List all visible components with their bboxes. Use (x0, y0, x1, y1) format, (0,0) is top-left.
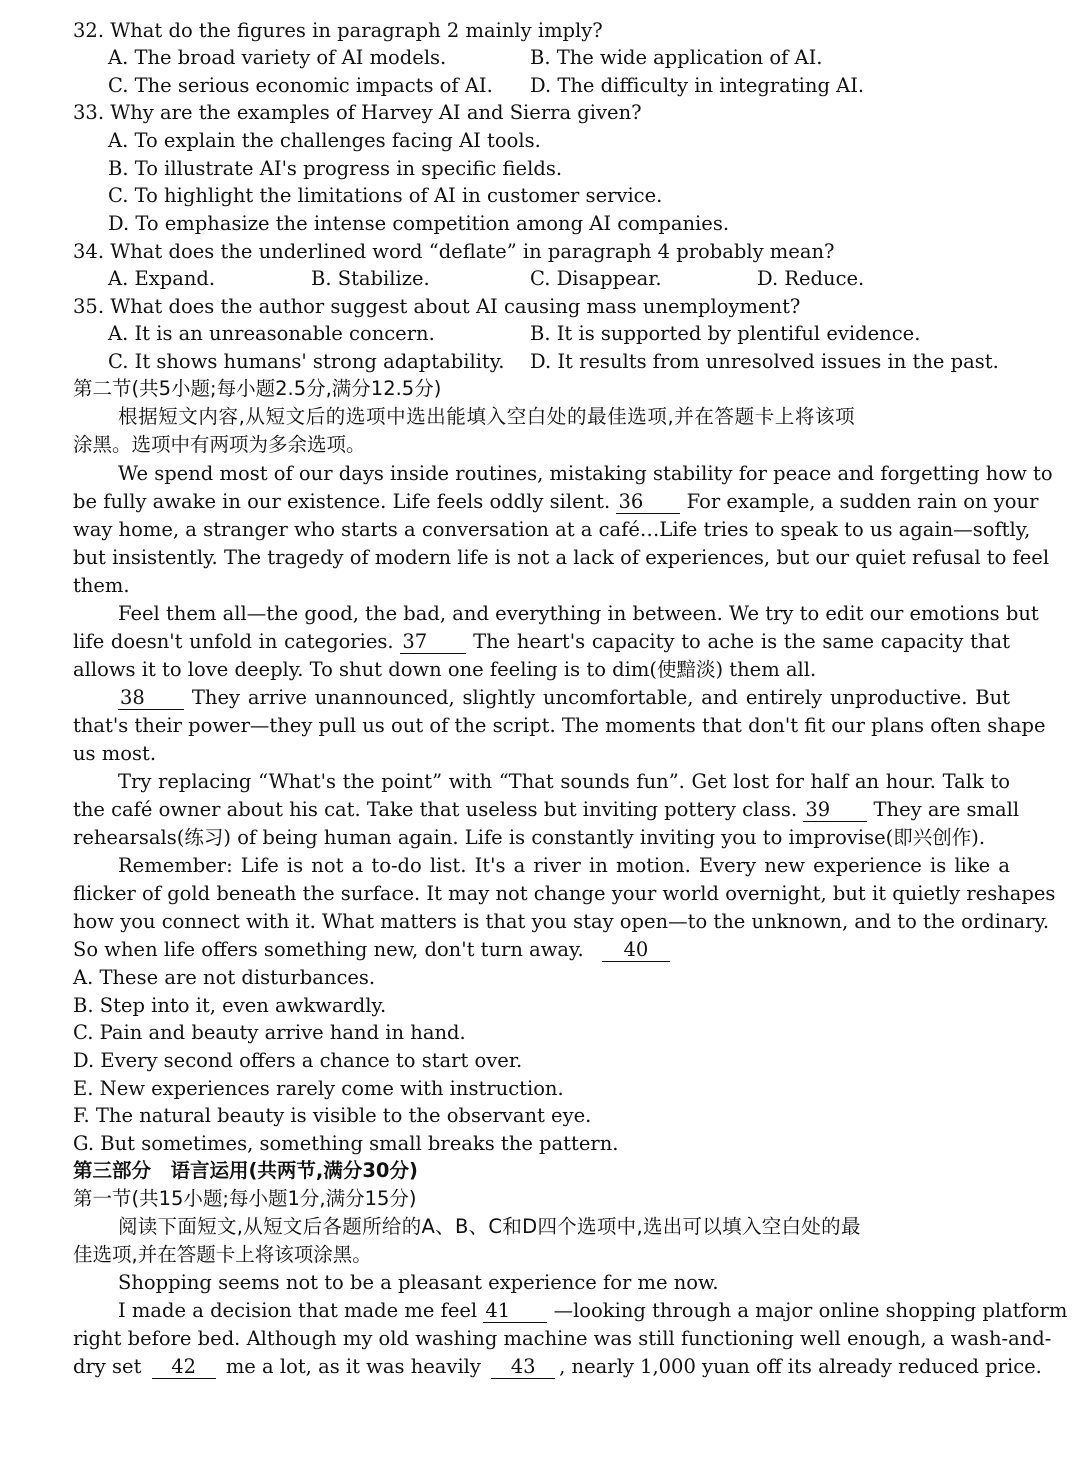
q35-option-b: B. It is supported by plentiful evidence. (530, 322, 921, 345)
q34-stem: 34. What does the underlined word “deflate” in paragraph 4 probably mean? (73, 240, 835, 263)
blank-39: 39 (803, 799, 867, 822)
passage-line: Feel them all—the good, the bad, and everything in between. We try to edit our emotions but (118, 602, 1039, 625)
q34-option-a: A. Expand. (108, 267, 216, 290)
passage-line: the café owner about his cat. Take that useless but inviting pottery class. 39 They are small (73, 798, 1020, 821)
q33-option-d: D. To emphasize the intense competition among AI companies. (108, 212, 730, 235)
passage-line: be fully awake in our existence. Life feels oddly silent. 36 For example, a sudden rain on your (73, 490, 1039, 513)
q32-option-a: A. The broad variety of AI models. (108, 46, 447, 69)
passage-line: life doesn't unfold in categories. 37 The heart's capacity to ache is the same capacity that (73, 630, 1011, 653)
blank-37: 37 (400, 631, 466, 654)
q34-option-d: D. Reduce. (757, 267, 865, 290)
part3-passage-line: Shopping seems not to be a pleasant experience for me now. (118, 1271, 719, 1294)
q35-stem: 35. What does the author suggest about AI causing mass unemployment? (73, 295, 801, 318)
option-item: F. The natural beauty is visible to the observant eye. (73, 1104, 592, 1127)
q34-option-b: B. Stabilize. (311, 267, 430, 290)
passage-line: how you connect with it. What matters is that you stay open—to the unknown, and to the ordinary. (73, 910, 1050, 933)
part3-instruction-line1: 阅读下面短文,从短文后各题所给的A、B、C和D四个选项中,选出可以填入空白处的最 (118, 1215, 861, 1238)
q34-option-c: C. Disappear. (530, 267, 662, 290)
blank-42: 42 (152, 1356, 216, 1379)
part3-heading: 第三部分 语言运用(共两节,满分30分) (73, 1159, 418, 1182)
option-item: D. Every second offers a chance to start over. (73, 1049, 523, 1072)
option-item: A. These are not disturbances. (73, 966, 376, 989)
part3-passage-line: I made a decision that made me feel 41 —looking through a major online shopping platform (118, 1299, 1068, 1322)
part3-section1-heading: 第一节(共15小题;每小题1分,满分15分) (73, 1187, 417, 1210)
option-item: E. New experiences rarely come with instruction. (73, 1077, 564, 1100)
option-item: C. Pain and beauty arrive hand in hand. (73, 1021, 466, 1044)
option-item: G. But sometimes, something small breaks the pattern. (73, 1132, 619, 1155)
blank-38: 38 (118, 687, 184, 710)
blank-36: 36 (616, 491, 680, 514)
blank-40: 40 (602, 939, 670, 962)
blank-41: 41 (483, 1300, 547, 1323)
q32-option-c: C. The serious economic impacts of AI. (108, 74, 493, 97)
part3-passage-line: dry set 42 me a lot, as it was heavily 43 , nearly 1,000 yuan off its already reduced price. (73, 1355, 1042, 1378)
section2-instruction-line1: 根据短文内容,从短文后的选项中选出能填入空白处的最佳选项,并在答题卡上将该项 (118, 405, 856, 428)
option-item: B. Step into it, even awkwardly. (73, 994, 387, 1017)
q33-option-a: A. To explain the challenges facing AI tools. (108, 129, 541, 152)
part3-passage-line: right before bed. Although my old washing machine was still functioning well enough, a wash-and- (73, 1327, 1052, 1350)
section2-instruction-line2: 涂黑。选项中有两项为多余选项。 (73, 433, 366, 456)
passage-line: Try replacing “What's the point” with “That sounds fun”. Get lost for half an hour. Talk to (118, 770, 1010, 793)
q33-option-c: C. To highlight the limitations of AI in customer service. (108, 184, 663, 207)
q35-option-d: D. It results from unresolved issues in the past. (530, 350, 999, 373)
passage-line: them. (73, 574, 130, 597)
passage-line: flicker of gold beneath the surface. It may not change your world overnight, but it quietly reshapes (73, 882, 1056, 905)
passage-line: rehearsals(练习) of being human again. Life is constantly inviting you to improvise(即兴创作). (73, 826, 986, 849)
q35-option-c: C. It shows humans' strong adaptability. (108, 350, 505, 373)
q35-option-a: A. It is an unreasonable concern. (108, 322, 435, 345)
passage-line: We spend most of our days inside routines, mistaking stability for peace and forgetting how to (118, 462, 1053, 485)
passage-line: us most. (73, 742, 157, 765)
q32-option-b: B. The wide application of AI. (530, 46, 823, 69)
passage-line: way home, a stranger who starts a conversation at a café…Life tries to speak to us again—softly, (73, 518, 1031, 541)
q32-stem: 32. What do the figures in paragraph 2 mainly imply? (73, 19, 603, 42)
section2-heading: 第二节(共5小题;每小题2.5分,满分12.5分) (73, 377, 442, 400)
q32-option-d: D. The difficulty in integrating AI. (530, 74, 865, 97)
passage-line: 38 They arrive unannounced, slightly uncomfortable, and entirely unproductive. But (120, 686, 1011, 709)
passage-line: that's their power—they pull us out of the script. The moments that don't fit our plans often shape (73, 714, 1046, 737)
passage-line: Remember: Life is not a to-do list. It's a river in motion. Every new experience is like a (118, 854, 1010, 877)
part3-instruction-line2: 佳选项,并在答题卡上将该项涂黑。 (73, 1243, 372, 1266)
passage-line: but insistently. The tragedy of modern life is not a lack of experiences, but our quiet refusal to feel (73, 546, 1050, 569)
q33-option-b: B. To illustrate AI's progress in specific fields. (108, 157, 563, 180)
blank-43: 43 (491, 1356, 555, 1379)
passage-line: So when life offers something new, don't turn away. 40 (73, 936, 1010, 964)
q33-stem: 33. Why are the examples of Harvey AI and Sierra given? (73, 101, 642, 124)
passage-line: allows it to love deeply. To shut down one feeling is to dim(使黯淡) them all. (73, 658, 817, 681)
